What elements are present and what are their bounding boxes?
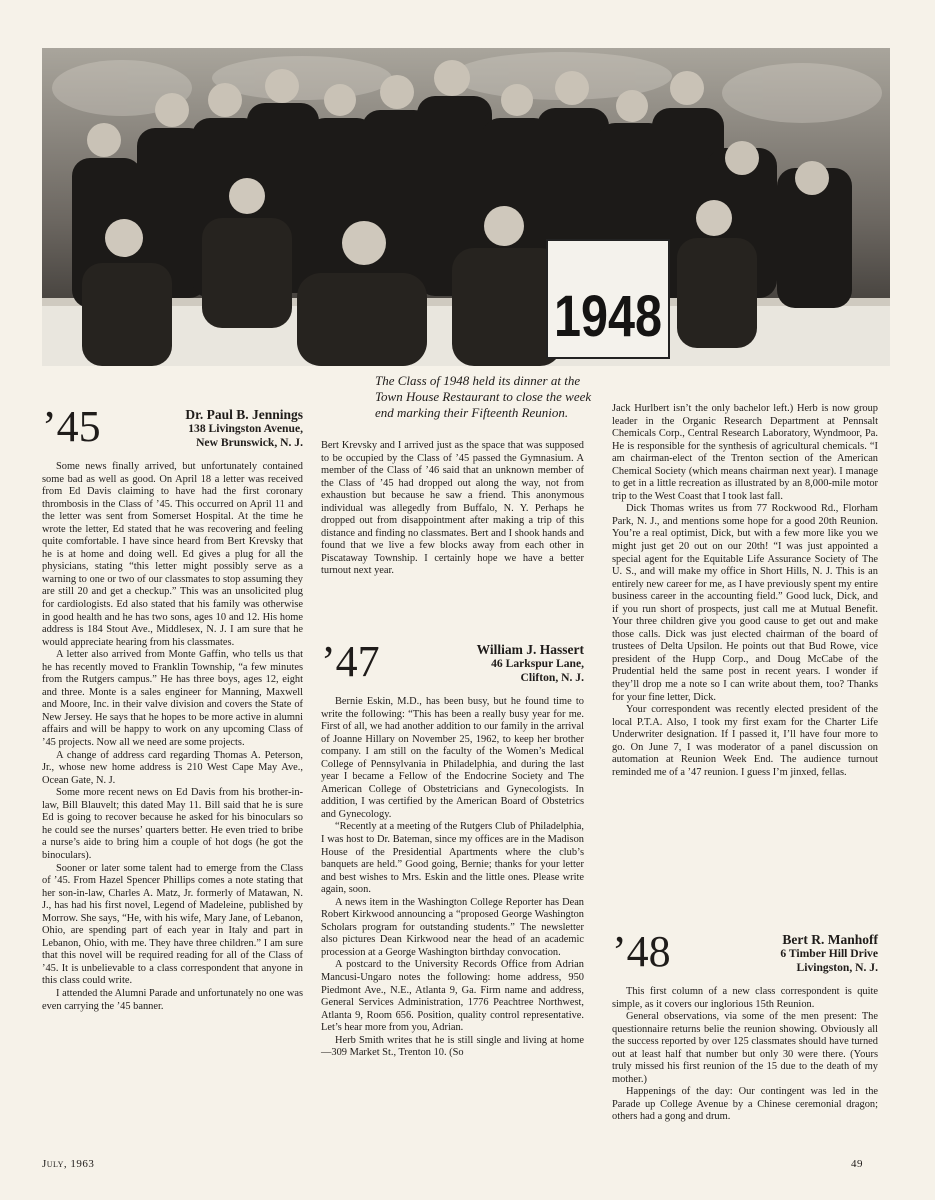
column-2 [321, 440, 584, 578]
correspondent-name: Dr. Paul B. Jennings [185, 407, 303, 422]
paragraph: Sooner or later some talent had to emerge from the Class of ’45. From Hazel Spencer Phillips comes a note stating that her son-in-law, Charles A. Matz, Jr. formerly of Matawan, N. J., has had his first novel, Legend of Madeleine, published by Morrow. She says, “He, with his wife, Mary Jane, of Lebanon, Ohio, are spending part of each year in Italy and part in Lebanon, Ohio, with me. They have three children.” I am sure that this novel will be required reading for all of the Class of ’45. It is unbelievable to a class correspondent that anyone in this class could write. [42, 862, 303, 987]
correspondent-city: Livingston, N. J. [796, 960, 878, 974]
correspondent-city: Clifton, N. J. [520, 670, 584, 684]
paragraph: A news item in the Washington College Reporter has Dean Robert Kirkwood announcing a “proposed George Washington Scholars program for outstanding students.” The newsletter also pictures Dean Kirkwood near the head of an academic procession at a George Washington birthday convocation. [321, 896, 584, 958]
photo-sign-text: 1948 [554, 284, 662, 349]
column-2-lower [321, 638, 584, 1060]
correspondent-city: New Brunswick, N. J. [196, 435, 303, 449]
class-photo [42, 48, 890, 366]
correspondent-address: 138 Livingston Avenue, [188, 422, 303, 435]
footer-date: July, 1963 [42, 1158, 95, 1170]
class-48-header [612, 928, 878, 986]
paragraph: A change of address card regarding Thomas A. Peterson, Jr., whose new home address is 210 West Cape May Ave., Ocean Gate, N. J. [42, 749, 303, 786]
paragraph: A letter also arrived from Monte Gaffin, who tells us that he has recently moved to Franklin Township, “a few minutes from the Rutgers campus.” He has three boys, ages 12, eight and three. Monte is a sales engineer for Manning, Maxwell and Moore, Inc. in their valve division and covers the State of New Jersey. He says that he hopes to be more active in alumni affairs and will be happy to work on any upcoming Class of ’45 projects. Now all we need are some projects. [42, 649, 303, 749]
correspondent-47 [477, 642, 584, 684]
paragraph: Happenings of the day: Our contingent was led in the Parade up College Avenue by a Chinese ceremonial dragon; others had a gong and drum. [612, 1086, 878, 1123]
correspondent-45 [185, 407, 303, 449]
paragraph: I attended the Alumni Parade and unfortunately no one was even carrying the ’45 banner. [42, 987, 303, 1012]
paragraph: Some news finally arrived, but unfortunately contained some bad as well as good. On April 18 a letter was received from Ed Davis claiming to have had the first coronary thrombosis in the Class of ’45. This occurred on April 11 and the letter was sent from Somerset Hospital. At the time he wrote the letter, Ed stated that he was recovering and feeling quite comfortable. I have since heard from Bert Krevsky that he is at home and doing well. Ed gives a plug for all the physicians, stating “this letter might possibly serve as a warning to one or two of our classmates to stop assuming they are still 20 and get a checkup.” This was an unsolicited plug for cardiologists. Ed also stated that his family was otherwise in good health and he has two sons, ages 10 and 12. His home address is 184 Stout Ave., Middlesex, N. J. I am sure that he would appreciate hearing from his classmates. [42, 461, 303, 648]
correspondent-48 [780, 932, 878, 974]
class-47-header [321, 638, 584, 696]
column-3 [612, 403, 878, 779]
photo-caption: The Class of 1948 held its dinner at the Town House Restaurant to close the week end marking their Fifteenth Reunion. [375, 373, 592, 420]
class-year-48: ’48 [612, 927, 671, 976]
paragraph: A postcard to the University Records Office from Adrian Mancusi-Ungaro notes the following: home address, 950 Piedmont Ave., N.E., Atlanta 9, Ga. Firm name and address, General Services Administration, 1776 Peachtree Northwest, Atlanta 9, Room 656. Position, quality control representative. Let’s hear more from you, Adrian. [321, 959, 584, 1034]
column-3-lower [612, 928, 878, 1124]
class-45-header [42, 403, 303, 461]
paragraph: Your correspondent was recently elected president of the local P.T.A. Also, I took my first exam for the Charter Life Underwriter designation. If I passed it, I’ll have four more to go. On June 7, I was moderator of a panel discussion on automation at Reunion Week End. The audience turnout reminded me of a ’47 reunion. I guess I’m jinxed, fellas. [612, 704, 878, 778]
paragraph: Dick Thomas writes us from 77 Rockwood Rd., Florham Park, N. J., and mentions some hope for a good 20th Reunion. You’re a real optimist, Dick, but with a few more like you we might just get 20 out on our 20th! “I was just appointed a special agent for the Equitable Life Assurance Society of The U. S., and will make my office in Short Hills, N. J. This is an entirely new career for me, as I have previously spent my entire business career in the accounting field.” Good luck, Dick, and if you run short of prospects, just call me at Mutual Benefit. Your three children give you good cause to get out and make those calls. Dick was just elected chairman of the board of trustees of Delta Upsilon. He points out that Bud Rowe, vice president of the Hupp Corp., and Doug McCabe of the Prudential held the same post in recent years. I wonder if they’ll drop me a note so I can write about them, too? Thanks for your fine letter, Dick. [612, 503, 878, 703]
paragraph: Some more recent news on Ed Davis from his brother-in-law, Bill Blauvelt; this dated May 11. Bill said that he is sure Ed is going to recover because he asked for his binoculars so he could see the nurses’ quarters better. He even tried to bribe a nurse’s aide to bring him a couple of hot dogs (he got the binoculars). [42, 787, 303, 861]
correspondent-address: 6 Timber Hill Drive [780, 947, 878, 960]
correspondent-address: 46 Larkspur Lane, [491, 657, 584, 670]
class-year-45: ’45 [42, 402, 101, 451]
group-photo-image [42, 48, 890, 366]
class-year-47: ’47 [321, 637, 380, 686]
paragraph: This first column of a new class correspondent is quite simple, as it covers our inglorious 15th Reunion. [612, 986, 878, 1010]
correspondent-name: William J. Hassert [476, 642, 584, 657]
paragraph: General observations, via some of the men present: The questionnaire returns belie the reunion showing. Obviously all the success reported by over 125 classmates should have turned out at least half that number but only 30 were there. (Yours truly missed his first reunion of the 15 due to the death of my mother.) [612, 1011, 878, 1085]
paragraph: Bert Krevsky and I arrived just as the space that was supposed to be occupied by the Class of ’45 passed the Gymnasium. A member of the Class of ’46 said that an unknown member of the Class of ’45 had dropped out along the way, not from exhaustion but because he saw a friend. This anonymous individual was allegedly from Buffalo, N. Y. Perhaps he dropped out from disappointment after making a trip of this distance and finding no classmates. Bert and I shook hands and found that we live a few blocks away from each other in Piscataway Township. I certainly hope we have a better turnout next year. [321, 440, 584, 577]
correspondent-name: Bert R. Manhoff [782, 932, 878, 947]
page-number: 49 [851, 1158, 863, 1170]
paragraph: Bernie Eskin, M.D., has been busy, but he found time to write the following: “This has been a really busy year for me. First of all, we had another addition to our family in the arrival of Joanne Hillary on November 25, 1962, to keep her brother company. I am still on the faculty of the Women’s Medical College of Pennsylvania in Philadelphia, and during the last year I became a Fellow of the Endocrine Society and The American College of Obstetricians and Gynecologists. In addition, I was certified by the American Board of Obstetrics and Gynecology. [321, 696, 584, 820]
paragraph: “Recently at a meeting of the Rutgers Club of Philadelphia, I was host to Dr. Bateman, since my offices are in the Madison House of the Presidential Apartments where the club’s banquets are held.” Good going, Bernie; thanks for your letter and best wishes to Mrs. Eskin and the little ones. Please write again, soon. [321, 821, 584, 896]
column-1 [42, 403, 303, 1013]
paragraph: Jack Hurlbert isn’t the only bachelor left.) Herb is now group leader in the Organic Research Department at Pennsalt Chemicals Corp., Central Research Laboratory, Wyndmoor, Pa. He is responsible for the synthesis of agricultural chemicals. “I am chairman-elect of the Trenton section of the American Chemical Society (which means chairman next year). I manage to get in a little recreation as illustrated by an 8,000-mile motor trip to the West Coast that I took last fall. [612, 403, 878, 502]
paragraph: Herb Smith writes that he is still single and living at home—309 Market St., Trenton 10. (So [321, 1034, 584, 1059]
